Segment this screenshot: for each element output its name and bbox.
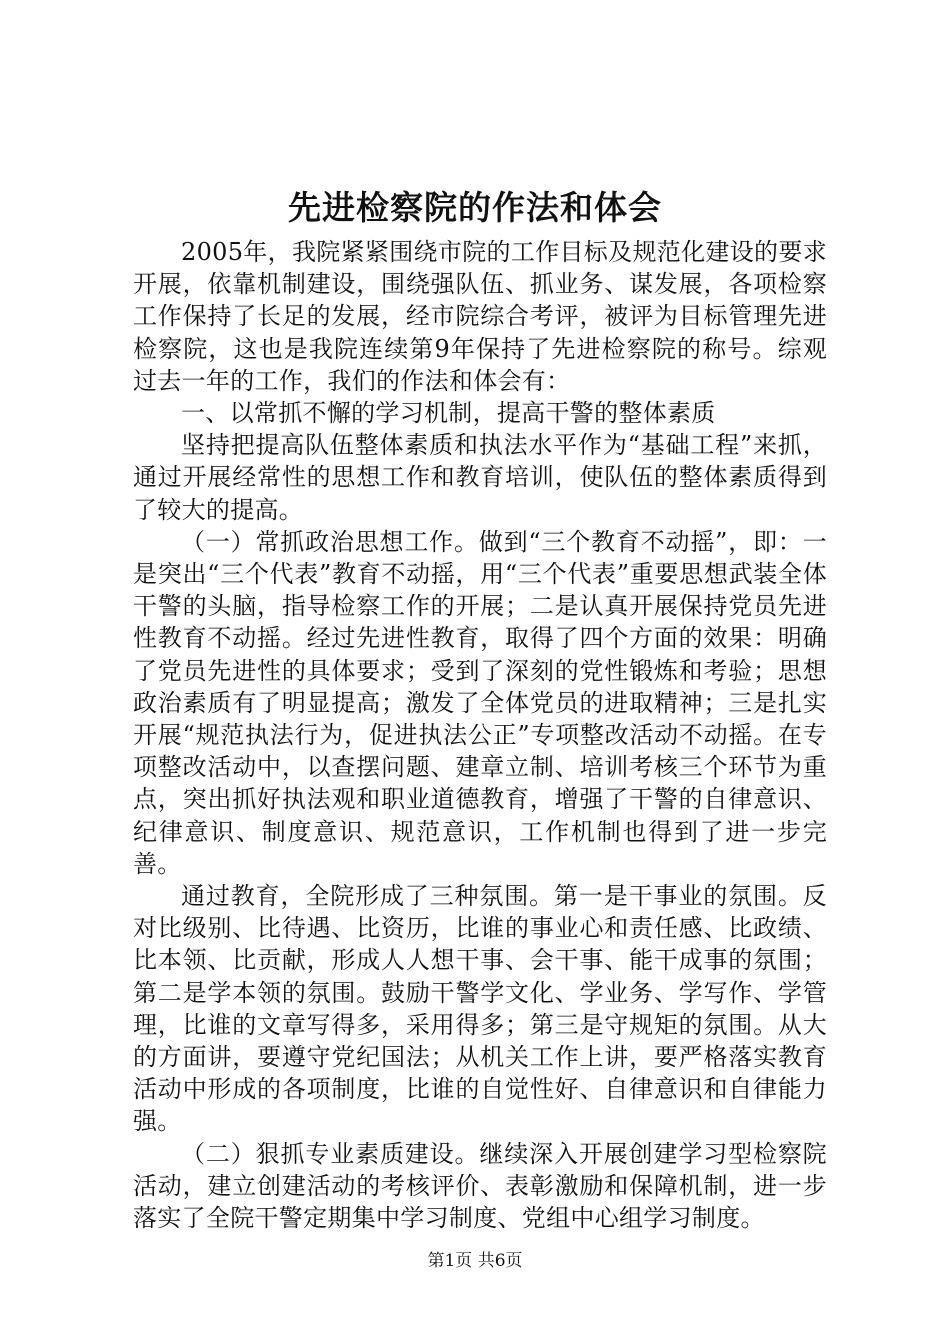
paragraph-professional-quality: （二）狠抓专业素质建设。继续深入开展创建学习型检察院活动，建立创建活动的考核评价、表彰激励和保障机制，进一步落实了全院干警定期集中学习制度、党组中心组学习制度。 (133, 1139, 827, 1233)
paragraph-political-work: （一）常抓政治思想工作。做到“三个教育不动摇”，即：一是突出“三个代表”教育不动摇，用“三个代表”重要思想武装全体干警的头脑，指导检察工作的开展；二是认真开展保持党员先进性教育不动摇。经过先进性教育，取得了四个方面的效果：明确了党员先进性的具体要求；受到了深刻的党性锻炼和考验；思想政治素质有了明显提高；激发了全体党员的进取精神；三是扎实开展“规范执法行为，促进执法公正”专项整改活动不动摇。在专项整改活动中，以查摆问题、建章立制、培训考核三个环节为重点，突出抓好执法观和职业道德教育，增强了干警的自律意识、纪律意识、制度意识、规范意识，工作机制也得到了进一步完善。 (133, 527, 827, 878)
paragraph-section-1-intro: 坚持把提高队伍整体素质和执法水平作为“基础工程”来抓，通过开展经常性的思想工作和教育培训，使队伍的整体素质得到了较大的提高。 (133, 431, 827, 524)
document-title: 先进检察院的作法和体会 (288, 188, 662, 227)
document-body (133, 236, 827, 1234)
paragraph-intro: 2005年，我院紧紧围绕市院的工作目标及规范化建设的要求开展，依靠机制建设，围绕强队伍、抓业务、谋发展，各项检察工作保持了长足的发展，经市院综合考评，被评为目标管理先进检察院，这也是我院连续第9年保持了先进检察院的称号。综观过去一年的工作，我们的作法和体会有： (133, 238, 827, 395)
paragraph-three-atmospheres: 通过教育，全院形成了三种氛围。第一是干事业的氛围。反对比级别、比待遇、比资历，比谁的事业心和责任感、比政绩、比本领、比贡献，形成人人想干事、会干事、能干成事的氛围；第二是学本领的氛围。鼓励干警学文化、学业务、学写作、学管理，比谁的文章写得多，采用得多；第三是守规矩的氛围。从大的方面讲，要遵守党纪国法；从机关工作上讲，要严格落实教育活动中形成的各项制度，比谁的自觉性好、自律意识和自律能力强。 (133, 882, 827, 1136)
page-number-footer: 第1页 共6页 (427, 1251, 523, 1271)
section-heading-1: 一、以常抓不懈的学习机制，提高干警的整体素质 (181, 399, 716, 428)
